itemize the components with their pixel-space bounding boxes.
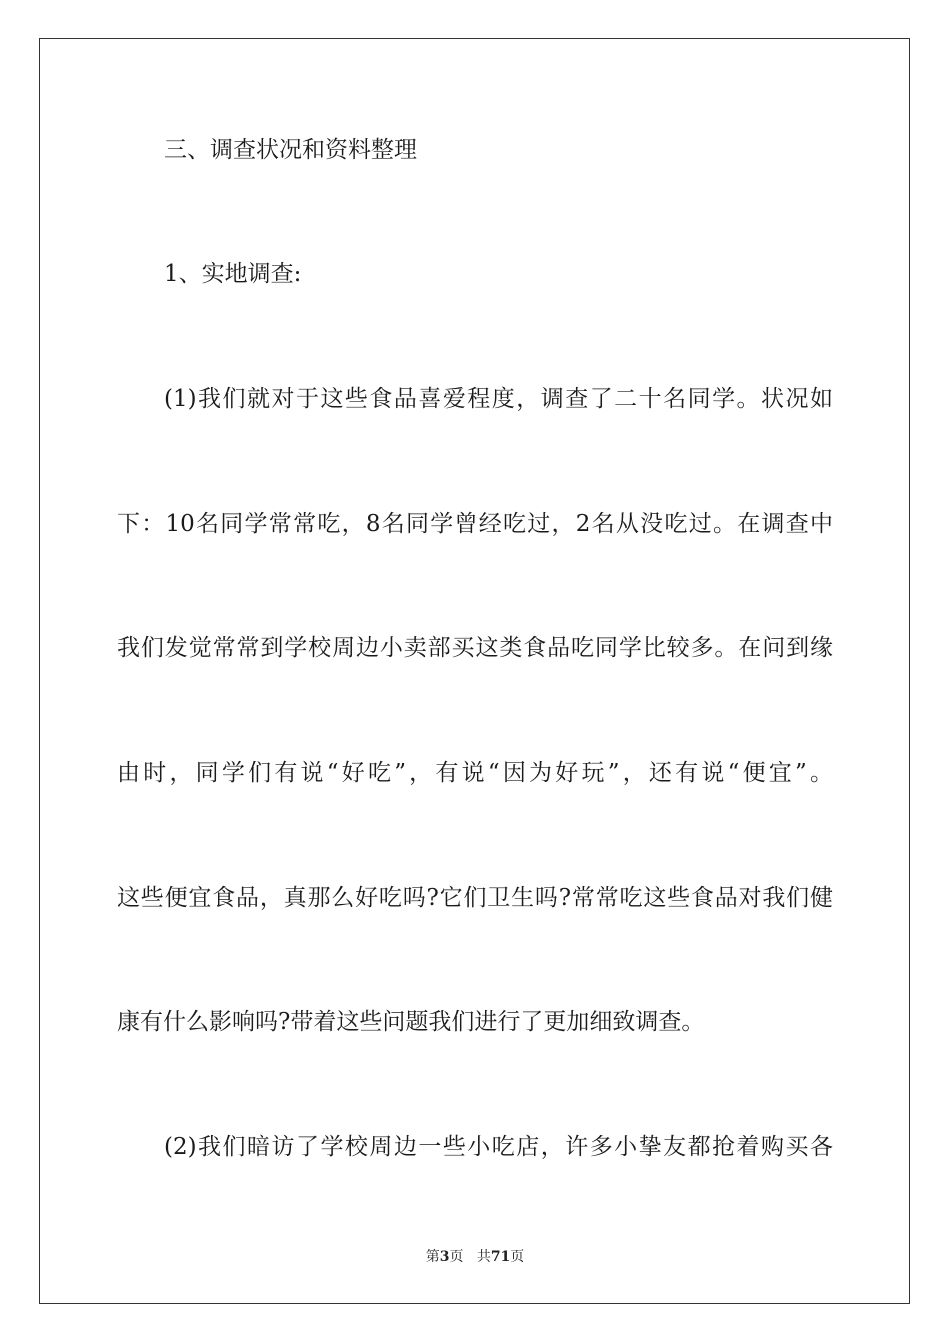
paragraph-line: 康有什么影响吗?带着这些问题我们进行了更加细致调查。 xyxy=(117,1009,705,1035)
total-label-prefix: 共 xyxy=(476,1249,491,1265)
total-pages: 71 xyxy=(490,1249,511,1265)
section-heading: 三、调查状况和资料整理 xyxy=(164,137,417,163)
paragraph-line: 由时，同学们有说“好吃”，有说“因为好玩”，还有说“便宜”。 xyxy=(117,760,833,786)
total-label-suffix: 页 xyxy=(510,1249,525,1265)
page-footer xyxy=(0,1248,950,1266)
page-number: 3 xyxy=(439,1249,450,1265)
paragraph-line: (2)我们暗访了学校周边一些小吃店，许多小挚友都抢着购买各 xyxy=(164,1134,833,1160)
page-label-prefix: 第 xyxy=(425,1249,440,1265)
page-label-suffix: 页 xyxy=(449,1249,464,1265)
page-frame xyxy=(39,38,910,1304)
subsection-heading: 1、实地调查: xyxy=(164,261,302,287)
paragraph-line: 这些便宜食品，真那么好吃吗?它们卫生吗?常常吃这些食品对我们健 xyxy=(117,885,833,911)
paragraph-line: 我们发觉常常到学校周边小卖部买这类食品吃同学比较多。在问到缘 xyxy=(117,635,833,661)
paragraph-line: 下：10名同学常常吃，8名同学曾经吃过，2名从没吃过。在调查中 xyxy=(117,511,833,537)
paragraph-line: (1)我们就对于这些食品喜爱程度，调查了二十名同学。状况如 xyxy=(164,386,833,412)
